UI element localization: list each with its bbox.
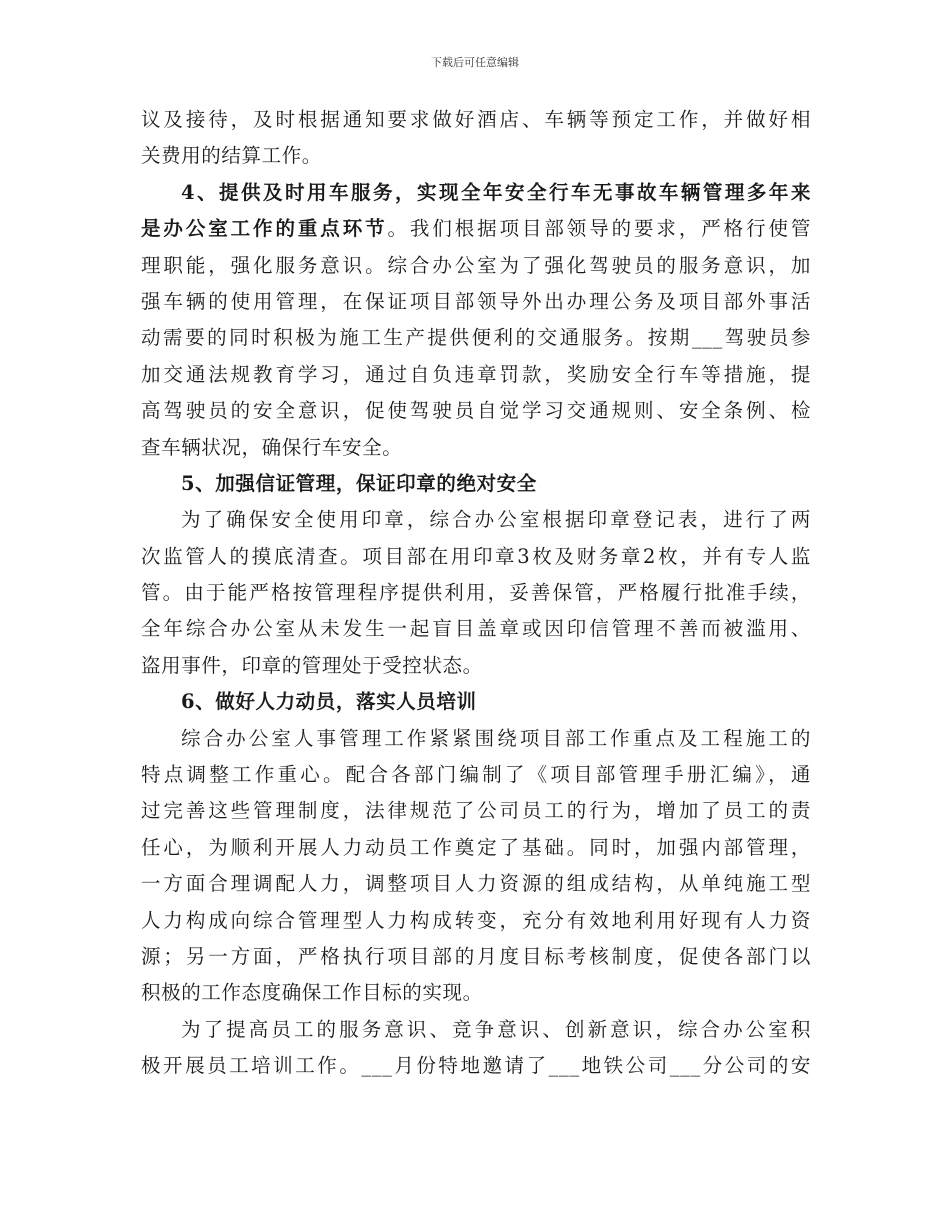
text-line: 过完善这些管理制度，法律规范了公司员工的行为，增加了员工的责 — [141, 799, 811, 823]
page-header: 下载后可任意编辑 — [431, 56, 519, 69]
text-line: 次监管人的摸底清查。项目部在用印章3枚及财务章2枚，并有专人监 — [141, 544, 811, 568]
text-line: 动需要的同时积极为施工生产提供便利的交通服务。按期___驾驶员参 — [141, 326, 811, 350]
text-line: 强车辆的使用管理，在保证项目部领导外出办理公务及项目部外事活 — [141, 289, 811, 313]
text-line: 管。由于能严格按管理程序提供利用，妥善保管，严格履行批准手续， — [141, 581, 811, 605]
text-line: 查车辆状况，确保行车安全。 — [141, 435, 403, 459]
text-line: 盗用事件，印章的管理处于受控状态。 — [141, 653, 483, 677]
text-line — [141, 211, 811, 247]
text-line: 任心，为顺利开展人力动员工作奠定了基础。同时，加强内部管理， — [141, 835, 811, 859]
text-line: 源；另一方面，严格执行项目部的月度目标考核制度，促使各部门以 — [141, 944, 811, 968]
text-line: 人力构成向综合管理型人力构成转变，充分有效地利用好现有人力资 — [141, 908, 811, 932]
text-line: 极开展员工培训工作。___月份特地邀请了___地铁公司___分公司的安 — [141, 1054, 811, 1078]
text-line: 加交通法规教育学习，通过自负违章罚款，奖励安全行车等措施，提 — [141, 362, 811, 386]
document-body — [141, 102, 811, 1085]
section-heading: 6、做好人力动员，落实人员培训 — [181, 690, 477, 714]
text-line: 议及接待，及时根据通知要求做好酒店、车辆等预定工作，并做好相 — [141, 108, 811, 131]
text-line: 理职能，强化服务意识。综合办公室为了强化驾驶员的服务意识，加 — [141, 253, 811, 277]
text-line: 关费用的结算工作。 — [141, 144, 322, 168]
text-line: 为了确保安全使用印章，综合办公室根据印章登记表，进行了两 — [181, 508, 811, 532]
section-heading-continued: 是办公室工作的重点环节 — [141, 217, 388, 241]
section-heading: 5、加强信证管理，保证印章的绝对安全 — [181, 471, 537, 495]
text-line: 为了提高员工的服务意识、竞争意识、创新意识，综合办公室积 — [181, 1017, 811, 1041]
text-span: 。我们根据项目部领导的要求，严格行使管 — [387, 217, 811, 241]
text-line: 特点调整工作重心。配合各部门编制了《项目部管理手册汇编》，通 — [141, 763, 811, 787]
text-line: 全年综合办公室从未发生一起盲目盖章或因印信管理不善而被滥用、 — [141, 617, 811, 641]
section-heading: 4、提供及时用车服务，实现全年安全行车无事故车辆管理多年来 — [181, 180, 811, 204]
text-line: 高驾驶员的安全意识，促使驾驶员自觉学习交通规则、安全条例、检 — [141, 399, 811, 423]
text-line: 综合办公室人事管理工作紧紧围绕项目部工作重点及工程施工的 — [181, 726, 811, 750]
text-line: 积极的工作态度确保工作目标的实现。 — [141, 981, 483, 1005]
text-line: 一方面合理调配人力，调整项目人力资源的组成结构，从单纯施工型 — [141, 872, 811, 896]
